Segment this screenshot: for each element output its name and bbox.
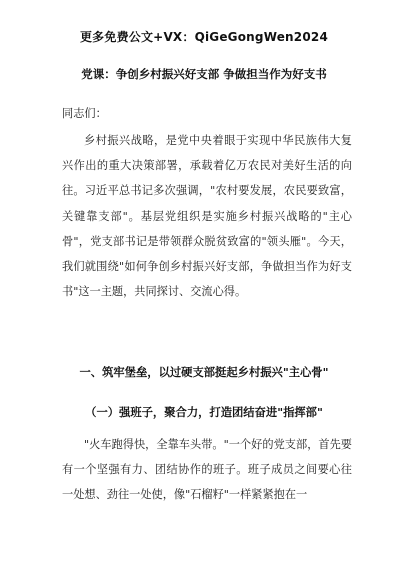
- paragraph-body: "火车跑得快，全靠车头带。"一个好的党支部，首先要有一个坚强有力、团结协作的班子。班子成员之间要心往一处想、劲往一处使，像"石榴籽"一样紧紧抱在一: [62, 438, 352, 502]
- paragraph-intro: 乡村振兴战略，是党中央着眼于实现中华民族伟大复兴作出的重大决策部署，承载着亿万农民对美好生活的向往。习近平总书记多次强调，"农村要发展，农民要致富，关键靠支部"。基层党组织是实施乡村振兴战略的"主心骨"，党支部书记是带领群众脱贫致富的"领头雁"。今天，我们就围绕"如何争创乡村振兴好支部，争做担当作为好支书"这一主题，共同探讨、交流心得。: [62, 134, 352, 299]
- section-heading-1: 一、筑牢堡垒，以过硬支部挺起乡村振兴"主心骨": [79, 365, 329, 379]
- document-title: 党课：争创乡村振兴好支部 争做担当作为好支书: [81, 67, 327, 81]
- salutation: 同志们：: [62, 107, 107, 120]
- subsection-heading-1: （一）强班子，聚合力，打造团结奋进"指挥部": [85, 405, 323, 419]
- page-header: 更多免费公文+VX：QiGeGongWen2024: [79, 30, 328, 44]
